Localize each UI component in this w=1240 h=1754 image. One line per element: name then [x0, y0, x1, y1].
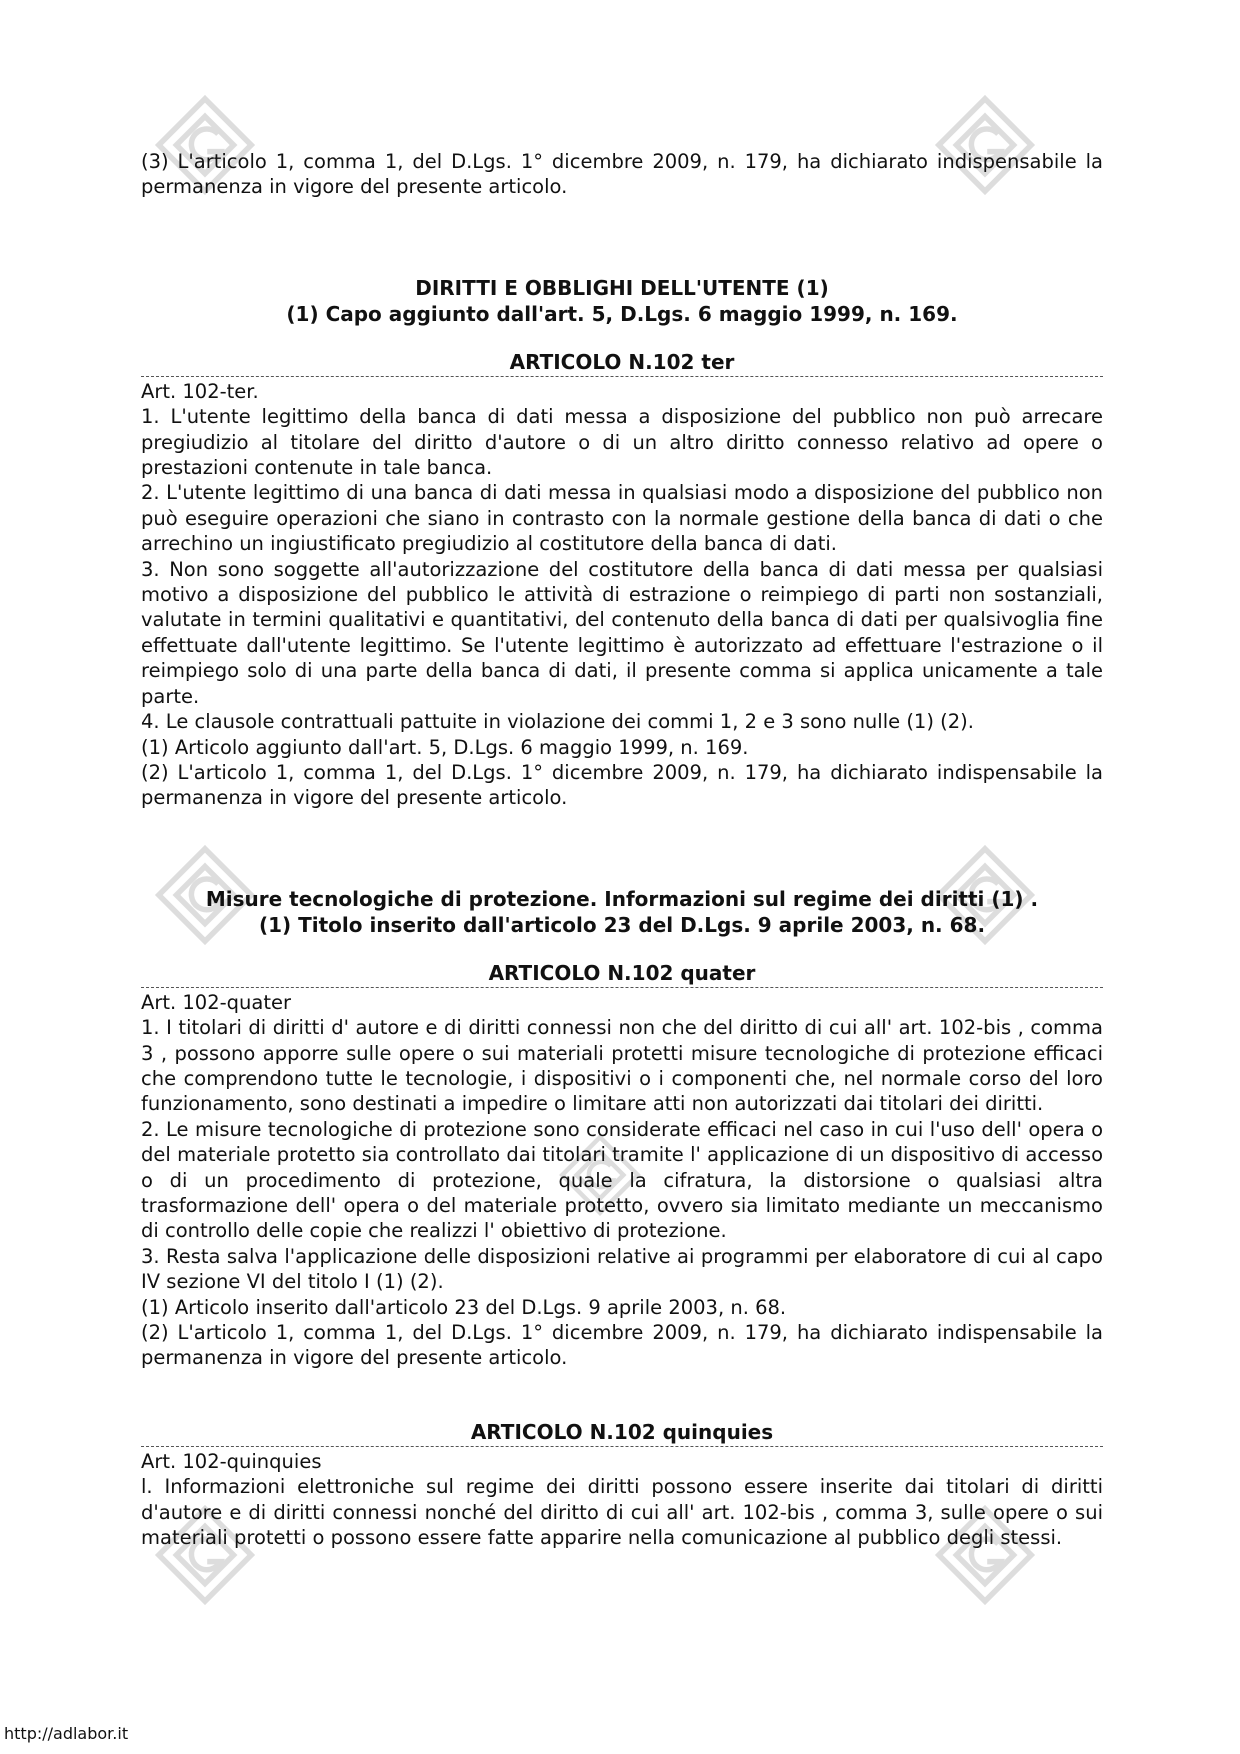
footnote: (1) Articolo inserito dall'articolo 23 del D.Lgs. 9 aprile 2003, n. 68.: [141, 1295, 787, 1319]
article-title: ARTICOLO N.102 ter: [141, 349, 1103, 377]
article-title: ARTICOLO N.102 quater: [141, 960, 1103, 988]
article-paragraph: 2. Le misure tecnologiche di protezione sono considerate efficaci nel caso in cui l'uso dell' opera o del materiale protetto sia controllato dai titolari tramite l' applicazione di un dispositivo di accesso o di un procedimento di protezione, quale la cifratura, la distorsione o qualsiasi altra trasformazione dell' opera o del materiale protetto, ovvero sia limitato mediante un meccanismo di controllo delle copie che realizzi l' obiettivo di protezione.: [141, 1117, 1103, 1243]
section-subheading: (1) Capo aggiunto dall'art. 5, D.Lgs. 6 maggio 1999, n. 169.: [286, 301, 958, 326]
section-heading: DIRITTI E OBBLIGHI DELL'UTENTE (1): [415, 275, 829, 300]
document-body: [141, 149, 1103, 1550]
section-heading: Misure tecnologiche di protezione. Informazioni sul regime dei diritti (1) .: [205, 886, 1039, 911]
footer-url: http://adlabor.it: [4, 1724, 129, 1743]
article-paragraph: 1. I titolari di diritti d' autore e di diritti connessi non che del diritto di cui all' art. 102-bis , comma 3 , possono apporre sulle opere o sui materiali protetti misure tecnologiche di protezione efficaci che comprendono tutte le tecnologie, i dispositivi o i componenti che, nel normale corso del loro funzionamento, sono destinati a impedire o limitare atti non autorizzati dai titolari dei diritti.: [141, 1016, 1103, 1116]
article-paragraph: Art. 102-quater: [141, 990, 292, 1014]
article-paragraph: Art. 102-quinquies: [141, 1449, 322, 1473]
footnote: (1) Articolo aggiunto dall'art. 5, D.Lgs. 6 maggio 1999, n. 169.: [141, 735, 749, 759]
intro-note: (3) L'articolo 1, comma 1, del D.Lgs. 1° dicembre 2009, n. 179, ha dichiarato indispensabile la permanenza in vigore del presente articolo.: [141, 150, 1103, 199]
article-paragraph: 2. L'utente legittimo di una banca di dati messa in qualsiasi modo a disposizione del pubblico non può eseguire operazioni che siano in contrasto con la normale gestione della banca di dati o che arrechino un ingiustificato pregiudizio al costitutore della banca di dati.: [141, 481, 1103, 556]
article-paragraph: 1. L'utente legittimo della banca di dati messa a disposizione del pubblico non può arrecare pregiudizio al titolare del diritto d'autore o di un altro diritto connesso relativo ad opere o prestazioni contenute in tale banca.: [141, 405, 1103, 480]
article-paragraph: 3. Resta salva l'applicazione delle disposizioni relative ai programmi per elaboratore di cui al capo IV sezione VI del titolo I (1) (2).: [141, 1244, 1103, 1294]
article-paragraph: Art. 102-ter.: [141, 379, 259, 403]
article-title: ARTICOLO N.102 quinquies: [141, 1419, 1103, 1447]
article-paragraph: 3. Non sono soggette all'autorizzazione del costitutore della banca di dati messa per qualsiasi motivo a disposizione del pubblico le attività di estrazione o reimpiego di parti non sostanziali, valutate in termini qualitativi e quantitativi, del contenuto della banca di dati per qualsivoglia fine effettuate dall'utente legittimo. Se l'utente legittimo è autorizzato ad effettuare l'estrazione o il reimpiego solo di una parte della banca di dati, il presente comma si applica unicamente a tale parte.: [141, 557, 1103, 708]
section-subheading: (1) Titolo inserito dall'articolo 23 del D.Lgs. 9 aprile 2003, n. 68.: [258, 912, 986, 937]
footnote: (2) L'articolo 1, comma 1, del D.Lgs. 1° dicembre 2009, n. 179, ha dichiarato indispensabile la permanenza in vigore del presente articolo.: [141, 760, 1103, 810]
article-paragraph: 4. Le clausole contrattuali pattuite in violazione dei commi 1, 2 e 3 sono nulle (1) (2).: [141, 710, 974, 734]
footnote: (2) L'articolo 1, comma 1, del D.Lgs. 1° dicembre 2009, n. 179, ha dichiarato indispensabile la permanenza in vigore del presente articolo.: [141, 1321, 1103, 1370]
article-paragraph: l. Informazioni elettroniche sul regime dei diritti possono essere inserite dai titolari di diritti d'autore e di diritti connessi nonché del diritto di cui all' art. 102-bis , comma 3, sulle opere o sui materiali protetti o possono essere fatte apparire nella comunicazione al pubblico degli stessi.: [141, 1475, 1103, 1550]
